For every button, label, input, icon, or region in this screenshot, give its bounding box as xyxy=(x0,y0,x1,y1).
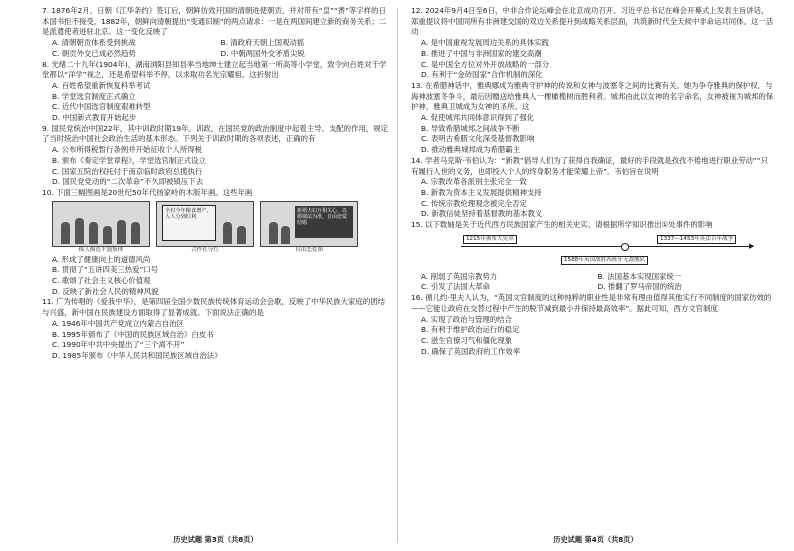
timeline-label-1215: 1215年颁布大宪章 xyxy=(463,235,517,244)
question-7-option-b: B. 清政府天朝上国观动摇 xyxy=(220,38,305,48)
question-15 xyxy=(411,220,774,293)
question-16-option-d: D. 确保了英国政府的工作效率 xyxy=(421,346,521,356)
question-12-option-b: B. 推进了中国与非洲国家的建交高潮 xyxy=(421,48,542,58)
question-15-option-a: A. 削弱了英国宗教势力 xyxy=(421,271,498,281)
print-2 xyxy=(156,201,254,254)
question-12 xyxy=(411,6,774,81)
print-3 xyxy=(260,201,358,254)
print-1 xyxy=(52,201,150,254)
question-9-option-c: C. 国家五院治权托付于南京临时政府总揽执行 xyxy=(52,166,203,176)
question-7-stem: 7. 1876年2月，日朝《江华条约》签订后，朝鲜仿效开国的清朝进使朝贡，并对带有“皇”“赉”等字样的日本国书拒不接受。1882年，朝鲜向清朝提出“变通旧制”的两点请求：一是在两国间建立新的商务关系；二是派遣使者进驻北京。这一变化反映了 xyxy=(42,6,387,37)
print-3-blackboard: 新婚夫妇互相关心，以婚姻法为准，自由恋爱结婚 xyxy=(295,206,353,238)
woodblock-prints xyxy=(52,201,389,254)
question-10-option-a: A. 形成了健康向上的道德风尚 xyxy=(52,254,151,264)
question-13-option-a: A. 促使城邦共同体意识得到了强化 xyxy=(421,113,535,123)
question-9-option-b: B. 颁布《奏定学堂章程》，学堂选官制正式设立 xyxy=(52,155,206,165)
question-8-stem: 8. 光绪二十九年(1904年)，湖南浏阳县知县率当地绅士建立起当地第一所高等小学堂，致令向百姓对于学堂都以“洋学”视之，还是希望科举不停，以求取功名光宗耀祖。这折射出 xyxy=(42,59,387,80)
question-12-stem: 12. 2024年9月4日至6日，中非合作论坛峰会在北京成功召开。习近平总书记在峰会开幕式上发表主旨讲话，郑重提议将中国同所有非洲建交国的双边关系提升到战略关系层面，共筑新时代全天候中非命运共同体。这一活动 xyxy=(411,6,774,37)
question-12-option-a: A. 是中国重视发展周边关系的具体实践 xyxy=(421,38,549,48)
history-timeline xyxy=(461,234,761,270)
question-14-option-a: A. 宗教改革各派别主张完全一致 xyxy=(421,177,527,187)
question-11-option-d: D. 1985年颁布《中华人民共和国民族区域自治法》 xyxy=(52,350,222,360)
question-9-option-a: A. 公布所得税暂行条例并开始征收个人所得税 xyxy=(52,145,203,155)
page-4-footer: 历史试题 第4页（共8页） xyxy=(553,535,638,544)
timeline-label-1337: 1337—1453年英法百年战争 xyxy=(657,235,736,244)
question-12-option-d: D. 有利于“金砖国家”合作机制的深化 xyxy=(421,70,543,80)
question-16 xyxy=(411,293,774,357)
question-8-option-d: D. 中国新式教育开始起步 xyxy=(52,113,137,123)
question-10-stem: 10. 下面三幅图画是20世纪50年代扬家岭的木版年画。这些年画 xyxy=(42,187,253,197)
print-3-image xyxy=(260,201,358,247)
question-8-option-b: B. 学堂选官制度正式确立 xyxy=(52,91,136,101)
question-11-option-a: A. 1946年中国共产党成立内蒙古自治区 xyxy=(52,318,184,328)
question-7-option-a: A. 清朝朝贡体系受到挑战 xyxy=(52,38,136,48)
question-13-option-c: C. 表明古希腊文化深受基督教影响 xyxy=(421,134,535,144)
question-14-option-b: B. 新教为资本主义发展提供精神支持 xyxy=(421,187,542,197)
question-11-option-b: B. 1995年颁布了《中国的民族区域自治》白皮书 xyxy=(52,329,214,339)
timeline-arrow-icon: ▶ xyxy=(749,241,755,250)
question-13-option-d: D. 推动雅典城邦成为希腊霸主 xyxy=(421,145,521,155)
question-16-option-b: B. 有利于维护政治运行的稳定 xyxy=(421,325,520,335)
question-12-option-c: C. 是中国全方位对外开放战略的一部分 xyxy=(421,59,550,69)
print-2-caption: 合作社分红 xyxy=(191,246,219,253)
exam-page-4 xyxy=(397,0,794,551)
question-13-stem: 13. 在希腊神话中，雅典娜成为雅典守护神的传说和女神与波塞冬之间的比赛有关。她为争夺雅典的保护权，与海神波塞冬争斗，最后因赠送给雅典人一棵橄榄树而胜利者。城邦由此以女神的名字命名，女神被视为城邦的保护神，雅典卫城成为女神的圣所。这 xyxy=(411,80,774,112)
print-2-notice: 全村今年粮食增产，人人分到红利 xyxy=(162,205,216,241)
question-13-option-b: B. 导致希腊城邦之间战争不断 xyxy=(421,123,520,133)
question-8 xyxy=(42,60,389,124)
question-8-option-a: A. 百姓希望重新恢复科举考试 xyxy=(52,80,151,90)
question-9-stem: 9. 国民党统治中国22年，其中训政时期19年。训政，在国民党的政治制度中起着主导、支配的作用，规定了当时统治中国社会政治生活的基本形态。下列关于训政时期的各项表述，正确的有 xyxy=(42,123,389,144)
print-1-image xyxy=(52,201,150,247)
question-14-option-c: C. 传统宗教伦理观念被完全否定 xyxy=(421,198,527,208)
page-3-footer: 历史试题 第3页（共8页） xyxy=(173,535,258,544)
question-15-stem: 15. 以下数轴是关于近代西方民族国家产生的相关史实。请根据所学知识推出①处事件的影响 xyxy=(411,220,713,230)
timeline-axis xyxy=(461,246,751,247)
question-10 xyxy=(42,188,389,298)
question-14 xyxy=(411,156,774,220)
question-11-option-c: C. 1990年中共中央提出了“三个离不开” xyxy=(52,340,185,350)
question-14-stem: 14. 学者马克斯·韦伯认为：“新教”倡导人们为了获得自我确证，最好的手段就是孜孜不倦地进行职业劳动”“只有履行人世的义务，也即投入个人的终身职务才能荣耀上帝”。韦伯旨在说明 xyxy=(411,155,768,176)
question-15-option-b: B. 法国基本实现国家统一 xyxy=(597,271,682,281)
question-9 xyxy=(42,124,389,188)
print-1-caption: 模人模范平盛集体 xyxy=(78,246,124,253)
question-10-option-c: C. 歌颂了社会主义核心价值观 xyxy=(52,276,151,286)
question-16-stem: 16. 循儿约·里夫人认为，“英国文官制度的这种纯粹的职业性是非常有理由值得其他实行不同制度的国家仿效的——它能让政府在交替过程中产生的脱节减到最小并保持最高效率”。据此可知，西方文官制度 xyxy=(411,293,772,313)
question-7-option-c: C. 朝贡外交已成必然趋势 xyxy=(52,48,136,58)
question-15-option-d: D. 推翻了罗马帝国的统治 xyxy=(597,282,682,292)
question-7-option-d: D. 中朝两国外交矛盾尖锐 xyxy=(220,48,305,58)
question-11 xyxy=(42,297,389,361)
question-9-option-d: D. 国民党党动的“二次革命”不久即被镇压下去 xyxy=(52,177,204,187)
question-8-option-c: C. 近代中国选官制度艰难转型 xyxy=(52,102,151,112)
timeline-label-1588: 1588年英国战胜西班牙无敌舰队 xyxy=(561,256,648,265)
question-16-option-c: C. 滋生官僚习气和僵化现象 xyxy=(421,335,513,345)
question-15-option-c: C. 引发了法国大革命 xyxy=(421,282,490,292)
print-2-image xyxy=(156,201,254,247)
question-14-option-d: D. 新教信徒坚持着基督教的基本教义 xyxy=(421,209,543,219)
question-10-option-b: B. 贯彻了“五讲四美三热爱”口号 xyxy=(52,265,159,275)
print-3-caption: 自由恋爱图 xyxy=(295,246,323,253)
question-16-option-a: A. 实现了政治与管理的结合 xyxy=(421,314,512,324)
question-10-option-d: D. 反映了新社会人民的精神风貌 xyxy=(52,286,159,296)
timeline-event-marker xyxy=(621,243,629,251)
question-11-stem: 11. 广为传唱的《爱我中华》，是第四届全国少数民族传统体育运动会会歌，反映了中华民族大家庭的团结与兴盛，新中国在民族建设方面取得了显著成就。下面说法正确的是 xyxy=(42,297,385,318)
question-13 xyxy=(411,81,774,156)
question-7 xyxy=(42,6,389,60)
